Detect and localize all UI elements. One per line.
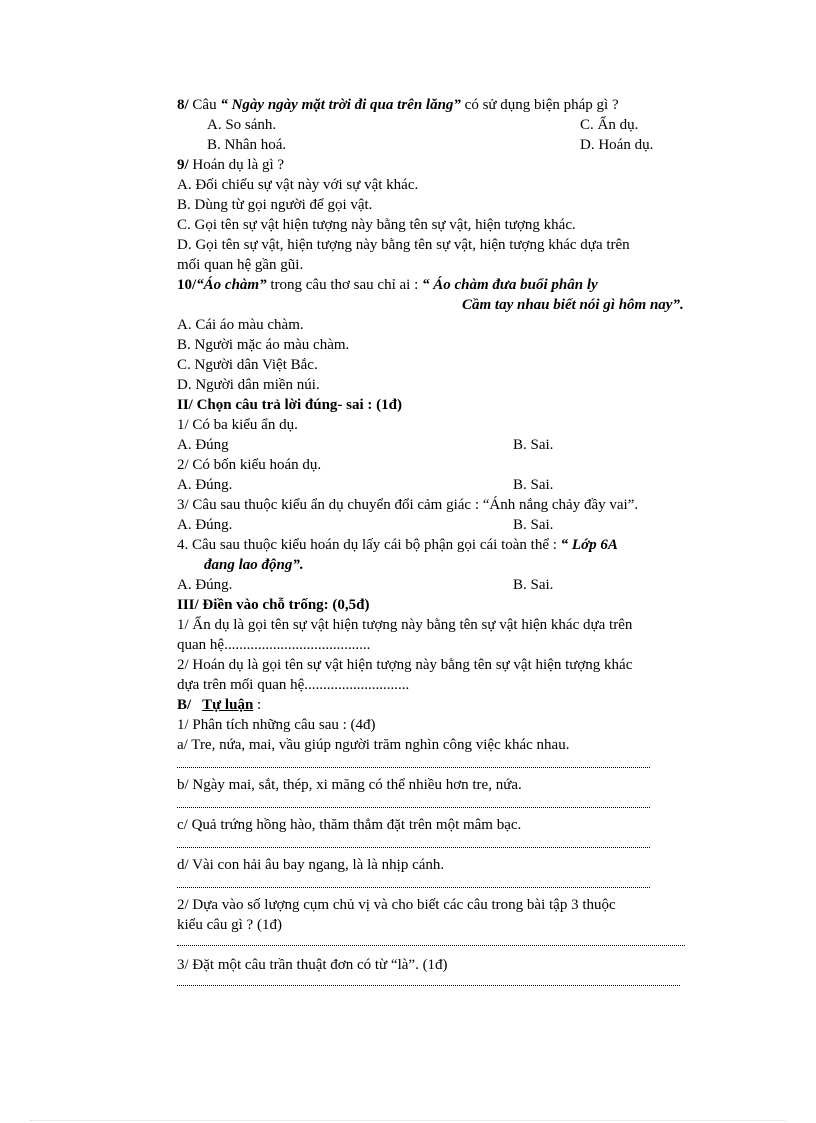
part2-q1-answer-b: B. Sai. [513, 437, 554, 453]
q9-number: 9/ [177, 157, 189, 173]
q8-option-c: C. Ẩn dụ. [580, 117, 639, 133]
part3-item2-line2: dựa trên mối quan hệ............................ [177, 677, 410, 693]
page-bottom-edge [30, 1120, 786, 1121]
part2-q3-answer-b: B. Sai. [513, 517, 554, 533]
part3-item2-line1: 2/ Hoán dụ là gọi tên sự vật hiện tượng này bằng tên sự vật hiện tượng khác [177, 657, 633, 673]
q10-stem [177, 276, 598, 294]
partB-q1-a: a/ Tre, nứa, mai, vầu giúp người trăm nghìn công việc khác nhau. [177, 737, 570, 753]
part2-q4-answer-b: B. Sai. [513, 577, 554, 593]
q9-option-d-cont: mối quan hệ gần gũi. [177, 257, 304, 273]
q8-number: 8/ [177, 97, 189, 113]
part2-q2: 2/ Có bốn kiểu hoán dụ. [177, 457, 322, 473]
part2-heading: II/ Chọn câu trả lời đúng- sai : (1đ) [177, 397, 403, 413]
q9-text: Hoán dụ là gì ? [192, 157, 285, 173]
part2-q3: 3/ Câu sau thuộc kiểu ẩn dụ chuyển đổi cảm giác : “Ánh nắng chảy đầy vai”. [177, 497, 639, 513]
q10-option-d: D. Người dân miền núi. [177, 377, 320, 393]
q10-poem-line2: Cầm tay nhau biết nói gì hôm nay”. [462, 297, 684, 313]
answer-line-q3[interactable] [177, 985, 680, 986]
q9-stem [177, 156, 284, 174]
q10-option-c: C. Người dân Việt Bắc. [177, 357, 318, 373]
q10-option-b: B. Người mặc áo màu chàm. [177, 337, 350, 353]
part2-q4-answer-a: A. Đúng. [177, 577, 233, 593]
q8-quote: “ Ngày ngày mặt trời đi qua trên lăng” [220, 97, 461, 113]
q10-term: “Áo chàm” [196, 277, 267, 293]
partB-q1-b: b/ Ngày mai, sắt, thép, xi măng có thể nhiều hơn tre, nứa. [177, 777, 522, 793]
partB-q2-line1: 2/ Dựa vào số lượng cụm chủ vị và cho biết các câu trong bài tập 3 thuộc [177, 897, 616, 913]
answer-line-q2[interactable] [177, 945, 685, 946]
partB-heading [177, 696, 261, 714]
part2-q1-answer-a: A. Đúng [177, 437, 229, 453]
q9-option-b: B. Dùng từ gọi người để gọi vật. [177, 197, 373, 213]
partB-q3: 3/ Đặt một câu trần thuật đơn có từ “là”. (1đ) [177, 957, 448, 973]
part3-heading: III/ Điền vào chỗ trống: (0,5đ) [177, 597, 370, 613]
partB-q1-c: c/ Quả trứng hồng hào, thăm thẳm đặt trên một mâm bạc. [177, 817, 522, 833]
part2-q4-quote-end: đang lao động”. [204, 557, 304, 573]
q8-option-b: B. Nhân hoá. [207, 137, 287, 153]
part2-q4 [177, 536, 618, 554]
part2-q4-quote-start: “ Lớp 6A [560, 537, 618, 553]
part2-q2-answer-a: A. Đúng. [177, 477, 233, 493]
part3-item1-line1: 1/ Ẩn dụ là gọi tên sự vật hiện tượng này bằng tên sự vật hiện khác dựa trên [177, 617, 633, 633]
part2-q1: 1/ Có ba kiểu ẩn dụ. [177, 417, 298, 433]
q9-option-c: C. Gọi tên sự vật hiện tượng này bằng tên sự vật, hiện tượng khác. [177, 217, 576, 233]
part3-item1-line2: quan hệ....................................... [177, 637, 371, 653]
q9-option-d: D. Gọi tên sự vật, hiện tượng này bằng tên sự vật, hiện tượng khác dựa trên [177, 237, 630, 253]
partB-colon: : [257, 697, 262, 713]
q8-stem [177, 96, 619, 114]
answer-line-d[interactable] [177, 887, 650, 888]
q10-poem-line1: “ Áo chàm đưa buổi phân ly [422, 277, 598, 293]
partB-q2-line2: kiểu câu gì ? (1đ) [177, 917, 282, 933]
q10-option-a: A. Cái áo màu chàm. [177, 317, 304, 333]
answer-line-a[interactable] [177, 767, 650, 768]
partB-q1: 1/ Phân tích những câu sau : (4đ) [177, 717, 376, 733]
partB-title: Tự luận [202, 697, 254, 713]
part2-q4-lead: 4. Câu sau thuộc kiểu hoán dụ lấy cái bộ phận gọi cái toàn thể : [177, 537, 557, 553]
partB-prefix: B/ [177, 697, 192, 713]
q8-lead: Câu [192, 97, 217, 113]
q9-option-a: A. Đối chiếu sự vật này với sự vật khác. [177, 177, 419, 193]
part2-q3-answer-a: A. Đúng. [177, 517, 233, 533]
q8-option-a: A. So sánh. [207, 117, 277, 133]
answer-line-c[interactable] [177, 847, 650, 848]
q8-tail: có sử dụng biện pháp gì ? [464, 97, 619, 113]
answer-line-b[interactable] [177, 807, 650, 808]
q10-number: 10/ [177, 277, 197, 293]
partB-q1-d: d/ Vài con hải âu bay ngang, là là nhịp cánh. [177, 857, 445, 873]
part2-q2-answer-b: B. Sai. [513, 477, 554, 493]
q8-option-d: D. Hoán dụ. [580, 137, 654, 153]
q10-mid: trong câu thơ sau chỉ ai : [270, 277, 419, 293]
